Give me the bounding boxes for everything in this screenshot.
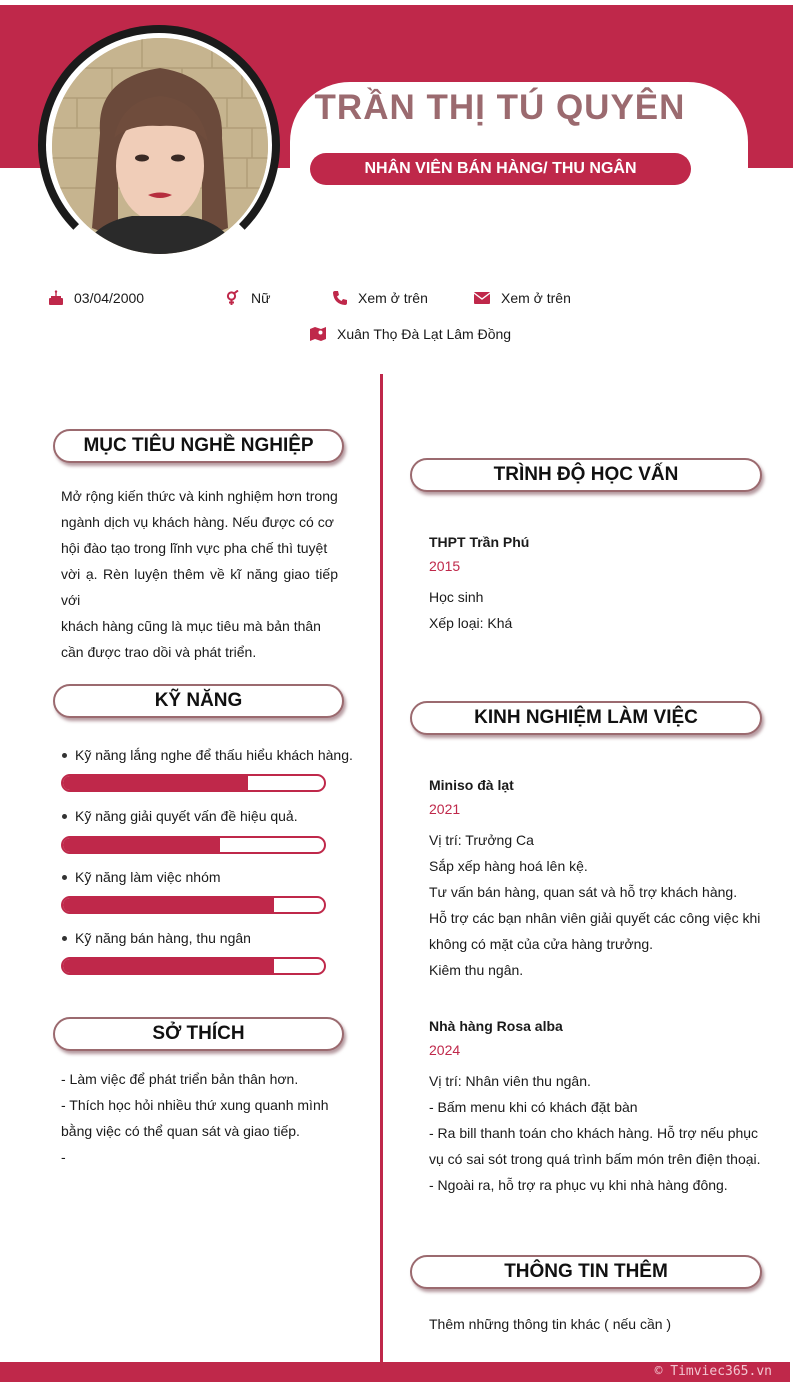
watermark: © Timviec365.vn [654, 1364, 772, 1379]
skill-bar-fill [63, 959, 274, 973]
hobbies-heading: SỞ THÍCH [53, 1017, 344, 1051]
bullet-icon [62, 875, 67, 880]
gender-icon [225, 290, 241, 306]
job-company: Miniso đà lạt [429, 777, 514, 793]
phone-item [332, 290, 428, 306]
school-name: THPT Trần Phú [429, 534, 530, 550]
bullet-icon [62, 753, 67, 758]
phone-icon [332, 290, 348, 306]
objective-text: Mở rộng kiến thức và kinh nghiệm hơn trong ngành dịch vụ khách hàng. Nếu được có cơ hội đào tạo trong lĩnh vực pha chế thì tuyệt vời ạ. Rèn luyện thêm về kĩ năng giao tiếp với khách hàng cũng là mục tiêu mà bản thân cần được trao dồi và phát triển. [61, 488, 338, 660]
gender-item [225, 290, 270, 306]
skill-bar [61, 836, 326, 854]
job-company: Nhà hàng Rosa alba [429, 1018, 563, 1034]
email-item [473, 290, 571, 306]
education-year: 2015 [429, 558, 461, 574]
skill-bar-fill [63, 838, 220, 852]
bullet-icon [62, 936, 67, 941]
experience-heading: KINH NGHIỆM LÀM VIỆC [410, 701, 762, 735]
column-divider [380, 374, 383, 1364]
skill-label: Kỹ năng bán hàng, thu ngân [62, 930, 251, 946]
phone-text: Xem ở trên [358, 290, 428, 306]
hobbies-text: - Làm việc để phát triển bản thân hơn. - Thích học hỏi nhiều thứ xung quanh mình bằng việc có thể quan sát và giao tiếp. - [61, 1071, 329, 1165]
candidate-name: TRẦN THỊ TÚ QUYÊN [314, 88, 686, 127]
avatar [52, 38, 268, 254]
address-item [309, 326, 511, 342]
address-text: Xuân Thọ Đà Lạt Lâm Đồng [337, 326, 512, 342]
skill-bar-fill [63, 776, 248, 790]
birthday-text: 03/04/2000 [74, 290, 145, 306]
email-text: Xem ở trên [501, 290, 571, 306]
bullet-icon [62, 814, 67, 819]
skill-bar [61, 957, 326, 975]
gender-text: Nữ [251, 290, 271, 306]
education-details: Học sinh Xếp loại: Khá [429, 589, 513, 631]
skill-label: Kỹ năng lắng nghe để thấu hiểu khách hàng. [62, 747, 353, 763]
skills-heading: KỸ NĂNG [53, 684, 344, 718]
job-details: Vị trí: Trưởng Ca Sắp xếp hàng hoá lên kệ. Tư vấn bán hàng, quan sát và hỗ trợ khách hàng. Hỗ trợ các bạn nhân viên giải quyết các công việc khi không có mặt của cửa hàng trưởng. Kiêm thu ngân. [429, 832, 761, 978]
skill-label: Kỹ năng giải quyết vấn đề hiệu quả. [62, 808, 298, 824]
skill-bar [61, 774, 326, 792]
job-year: 2021 [429, 801, 461, 817]
job-title-badge: NHÂN VIÊN BÁN HÀNG/ THU NGÂN [310, 153, 691, 185]
cake-icon [48, 290, 64, 306]
job-year: 2024 [429, 1042, 461, 1058]
objective-heading: MỤC TIÊU NGHỀ NGHIỆP [53, 429, 344, 463]
extra-info-text: Thêm những thông tin khác ( nếu cần ) [429, 1316, 672, 1332]
skill-bar [61, 896, 326, 914]
map-icon [309, 326, 327, 342]
mail-icon [473, 291, 491, 305]
birthday-item [48, 290, 144, 306]
education-heading: TRÌNH ĐỘ HỌC VẤN [410, 458, 762, 492]
job-details: Vị trí: Nhân viên thu ngân. - Bấm menu khi có khách đặt bàn - Ra bill thanh toán cho khách hàng. Hỗ trợ nếu phục vụ có sai sót trong quá trình bấm món trên điện thoại. - Ngoài ra, hỗ trợ ra phục vụ khi nhà hàng đông. [429, 1073, 761, 1193]
skill-label: Kỹ năng làm việc nhóm [62, 869, 221, 885]
extra-info-heading: THÔNG TIN THÊM [410, 1255, 762, 1289]
skill-bar-fill [63, 898, 274, 912]
